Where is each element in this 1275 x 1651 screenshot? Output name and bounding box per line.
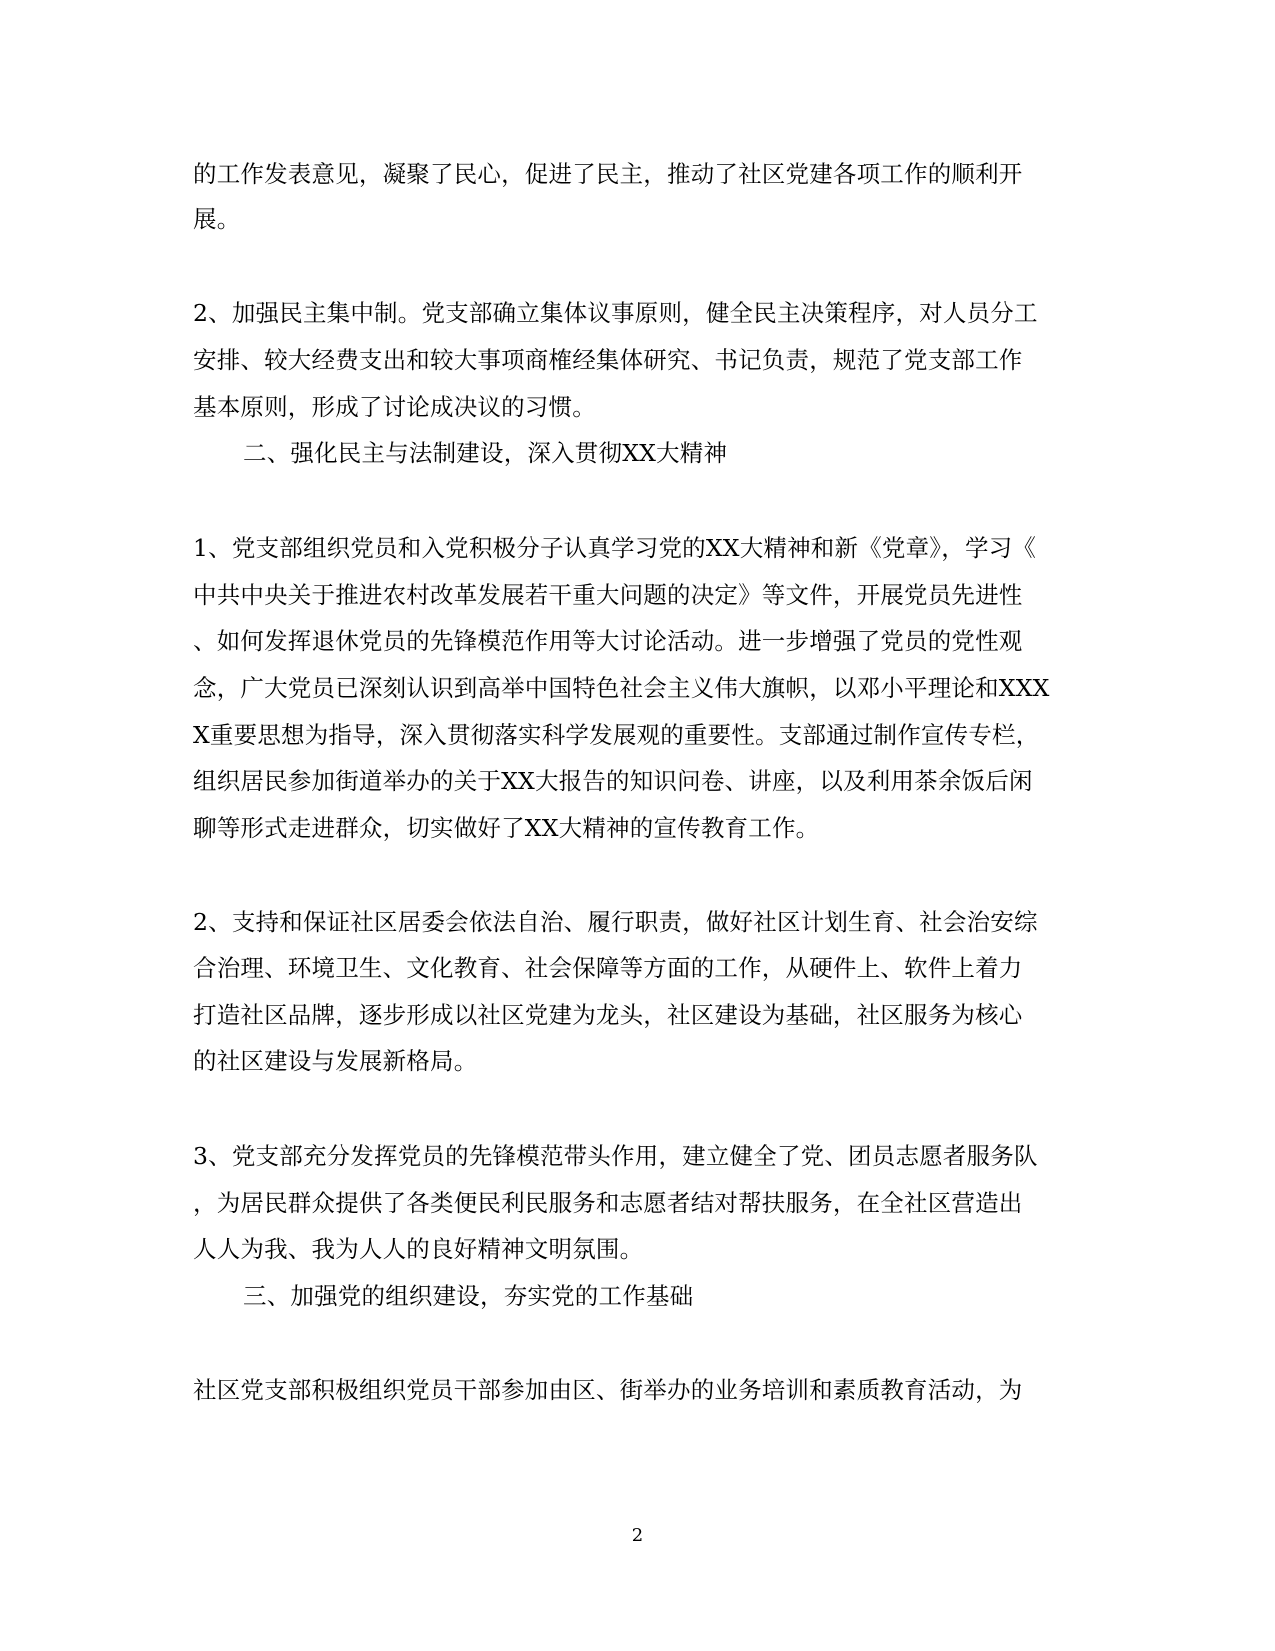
section-heading: 三、加强党的组织建设，夯实党的工作基础 [243,1282,694,1310]
text-line: 展。 [193,205,241,233]
text-line: 中共中央关于推进农村改革发展若干重大问题的决定》等文件，开展党员先进性 [193,581,1023,609]
text-line: 1、党支部组织党员和入党积极分子认真学习党的XX大精神和新《党章》，学习《 [193,534,1037,562]
text-line: 基本原则，形成了讨论成决议的习惯。 [193,393,596,421]
text-line: 聊等形式走进群众，切实做好了XX大精神的宣传教育工作。 [193,814,820,842]
text-line: 人人为我、我为人人的良好精神文明氛围。 [193,1235,644,1263]
section-heading: 二、强化民主与法制建设，深入贯彻XX大精神 [243,439,728,467]
text-line: 的社区建设与发展新格局。 [193,1047,478,1075]
text-line: 2、加强民主集中制。党支部确立集体议事原则，健全民主决策程序，对人员分工 [193,299,1038,327]
text-line: 、如何发挥退休党员的先锋模范作用等大讨论活动。进一步增强了党员的党性观 [193,627,1023,655]
text-line: 合治理、环境卫生、文化教育、社会保障等方面的工作，从硬件上、软件上着力 [193,954,1023,982]
text-line: 安排、较大经费支出和较大事项商榷经集体研究、书记负责，规范了党支部工作 [193,346,1023,374]
text-line: ，为居民群众提供了各类便民利民服务和志愿者结对帮扶服务，在全社区营造出 [193,1189,1023,1217]
text-line: X重要思想为指导，深入贯彻落实科学发展观的重要性。支部通过制作宣传专栏， [193,721,1040,749]
text-line: 组织居民参加街道举办的关于XX大报告的知识问卷、讲座，以及利用茶余饭后闲 [193,767,1033,795]
text-line: 的工作发表意见，凝聚了民心，促进了民主，推动了社区党建各项工作的顺利开 [193,160,1023,188]
text-line: 2、支持和保证社区居委会依法自治、履行职责，做好社区计划生育、社会治安综 [193,908,1038,936]
text-line: 打造社区品牌，逐步形成以社区党建为龙头，社区建设为基础，社区服务为核心 [193,1001,1023,1029]
text-line: 念，广大党员已深刻认识到高举中国特色社会主义伟大旗帜，以邓小平理论和XXX [193,674,1050,702]
text-line: 社区党支部积极组织党员干部参加由区、街举办的业务培训和素质教育活动，为 [193,1376,1023,1404]
page-number: 2 [631,1525,644,1546]
text-line: 3、党支部充分发挥党员的先锋模范带头作用，建立健全了党、团员志愿者服务队 [193,1142,1038,1170]
